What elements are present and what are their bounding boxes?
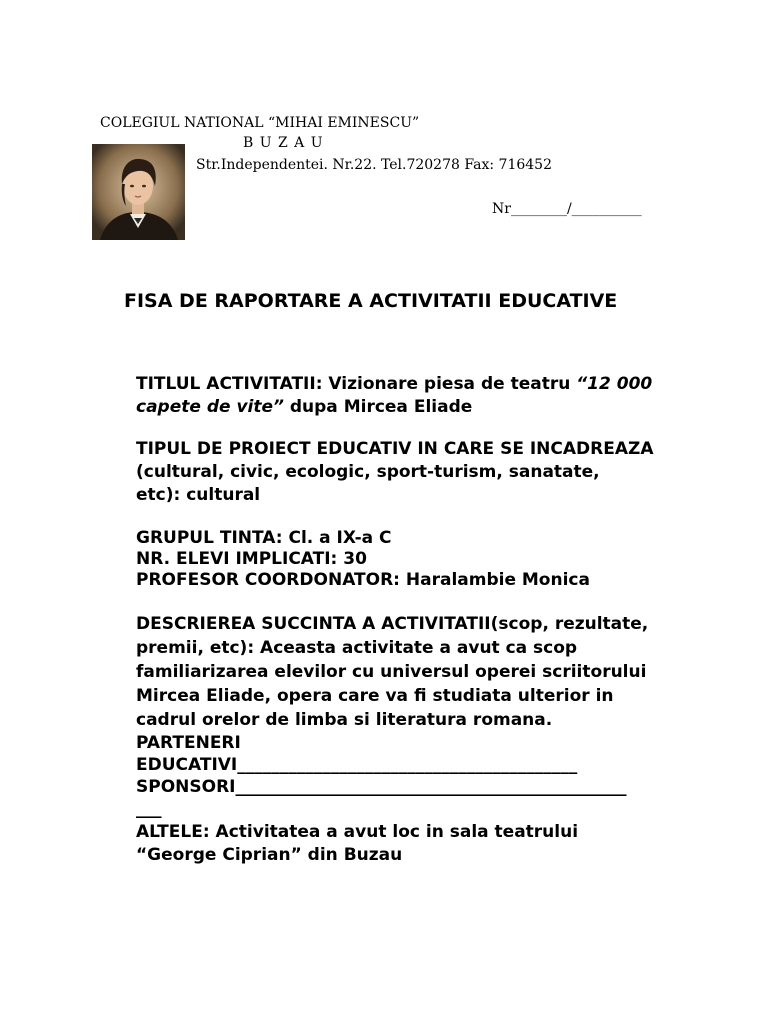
coordinator: PROFESOR COORDONATOR: Haralambie Monica xyxy=(136,570,590,590)
target-group-section xyxy=(136,528,696,591)
sponsors-field: SPONSORI______________________________________________ xyxy=(136,777,627,797)
project-type-section xyxy=(136,438,696,507)
project-type-line: (cultural, civic, ecologic, sport-turism, sanatate, xyxy=(136,462,600,482)
activity-title-value: Vizionare piesa de teatru xyxy=(328,374,577,394)
school-address: Str.Independentei. Nr.22. Tel.720278 Fax: 716452 xyxy=(196,157,552,173)
description-line: DESCRIEREA SUCCINTA A ACTIVITATII(scop, rezultate, xyxy=(136,614,649,634)
school-city: B U Z A U xyxy=(243,135,324,151)
document-number-field: Nr________/__________ xyxy=(492,201,642,217)
play-title-part-2: capete de vite” xyxy=(136,397,284,417)
school-name: COLEGIUL NATIONAL “MIHAI EMINESCU” xyxy=(100,115,420,131)
play-author: dupa Mircea Eliade xyxy=(283,397,473,417)
other-line: “George Ciprian” din Buzau xyxy=(136,845,403,865)
description-line: cadrul orelor de limba si literatura romana. xyxy=(136,710,553,730)
page-title: FISA DE RAPORTARE A ACTIVITATII EDUCATIVE xyxy=(124,290,618,312)
activity-title-label: TITLUL ACTIVITATII: xyxy=(136,374,329,394)
play-title-part-1: “12 000 xyxy=(576,374,653,394)
project-type-line: TIPUL DE PROIECT EDUCATIV IN CARE SE INCADREAZA xyxy=(136,439,654,459)
description-line: premii, etc): Aceasta activitate a avut ca scop xyxy=(136,638,578,658)
partners-field: EDUCATIVI________________________________________ xyxy=(136,755,578,775)
project-type-line: etc): cultural xyxy=(136,485,261,505)
partners-label: PARTENERI xyxy=(136,733,241,753)
sponsors-field-continuation: ___ xyxy=(136,799,162,819)
description-section xyxy=(136,612,696,820)
description-line: familiarizarea elevilor cu universul operei scriitorului xyxy=(136,662,647,682)
activity-title-section xyxy=(136,373,696,419)
other-section xyxy=(136,821,696,867)
portrait-icon xyxy=(92,144,185,240)
other-line: ALTELE: Activitatea a avut loc in sala teatrului xyxy=(136,822,579,842)
target-group: GRUPUL TINTA: Cl. a IX-a C xyxy=(136,528,392,548)
students-count: NR. ELEVI IMPLICATI: 30 xyxy=(136,549,367,569)
description-line: Mircea Eliade, opera care va fi studiata ulterior in xyxy=(136,686,614,706)
